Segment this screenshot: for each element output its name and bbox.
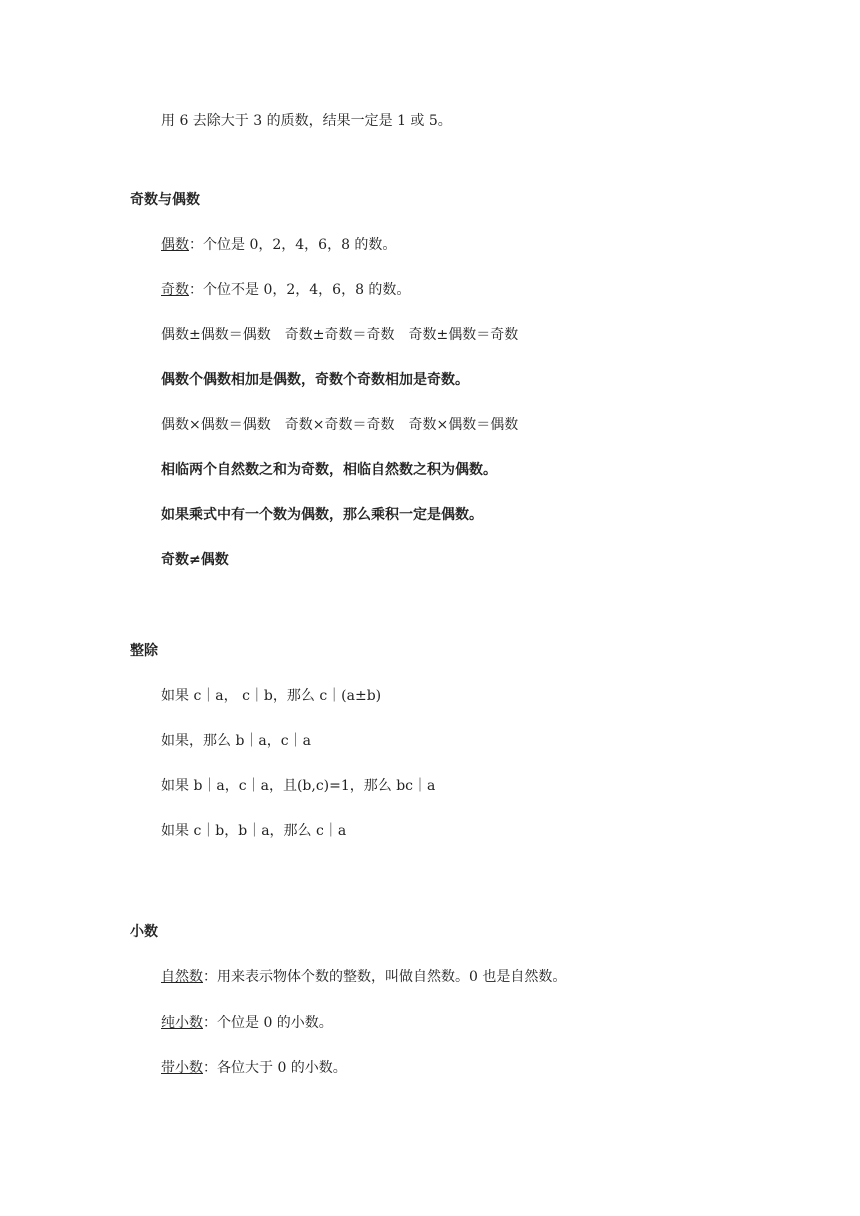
divisibility-rule-1: 如果 c｜a， c｜b，那么 c｜(a±b) bbox=[161, 688, 382, 704]
divisibility-rule-4: 如果 c｜b，b｜a，那么 c｜a bbox=[161, 823, 347, 839]
odd-definition-text: ：个位不是 0，2，4，6，8 的数。 bbox=[189, 282, 411, 298]
divisibility-rule-3: 如果 b｜a，c｜a，且(b,c)=1，那么 bc｜a bbox=[161, 778, 436, 794]
even-definition-text: ：个位是 0，2，4，6，8 的数。 bbox=[189, 237, 397, 253]
natural-number-definition bbox=[161, 967, 566, 987]
natural-number-definition-text: ：用来表示物体个数的整数，叫做自然数。0 也是自然数。 bbox=[203, 969, 567, 985]
consecutive-rule: 相临两个自然数之和为奇数，相临自然数之积为偶数。 bbox=[161, 462, 497, 478]
mixed-decimal-definition-text: ：各位大于 0 的小数。 bbox=[203, 1060, 347, 1076]
term-even: 偶数 bbox=[161, 237, 189, 253]
term-odd: 奇数 bbox=[161, 282, 189, 298]
term-mixed-decimal: 带小数 bbox=[161, 1060, 203, 1076]
pure-decimal-definition bbox=[161, 1013, 333, 1033]
divisibility-rule-2: 如果，那么 b｜a，c｜a bbox=[161, 733, 311, 749]
pure-decimal-definition-text: ：个位是 0 的小数。 bbox=[203, 1015, 333, 1031]
term-pure-decimal: 纯小数 bbox=[161, 1015, 203, 1031]
not-equal-rule: 奇数≠偶数 bbox=[161, 552, 229, 568]
intro-paragraph: 用 6 去除大于 3 的质数，结果一定是 1 或 5。 bbox=[161, 113, 452, 129]
multiplication-rules: 偶数×偶数＝偶数 奇数×奇数＝奇数 奇数×偶数＝偶数 bbox=[161, 417, 519, 433]
heading-odd-even: 奇数与偶数 bbox=[130, 192, 200, 208]
mixed-decimal-definition bbox=[161, 1058, 347, 1078]
addition-rules: 偶数±偶数＝偶数 奇数±奇数＝奇数 奇数±偶数＝奇数 bbox=[161, 327, 519, 343]
heading-divisibility: 整除 bbox=[130, 643, 158, 659]
term-natural-number: 自然数 bbox=[161, 969, 203, 985]
addition-count-rule: 偶数个偶数相加是偶数，奇数个奇数相加是奇数。 bbox=[161, 372, 469, 388]
heading-decimals: 小数 bbox=[130, 924, 158, 940]
even-definition bbox=[161, 235, 396, 255]
product-rule: 如果乘式中有一个数为偶数，那么乘积一定是偶数。 bbox=[161, 507, 483, 523]
odd-definition bbox=[161, 280, 410, 300]
